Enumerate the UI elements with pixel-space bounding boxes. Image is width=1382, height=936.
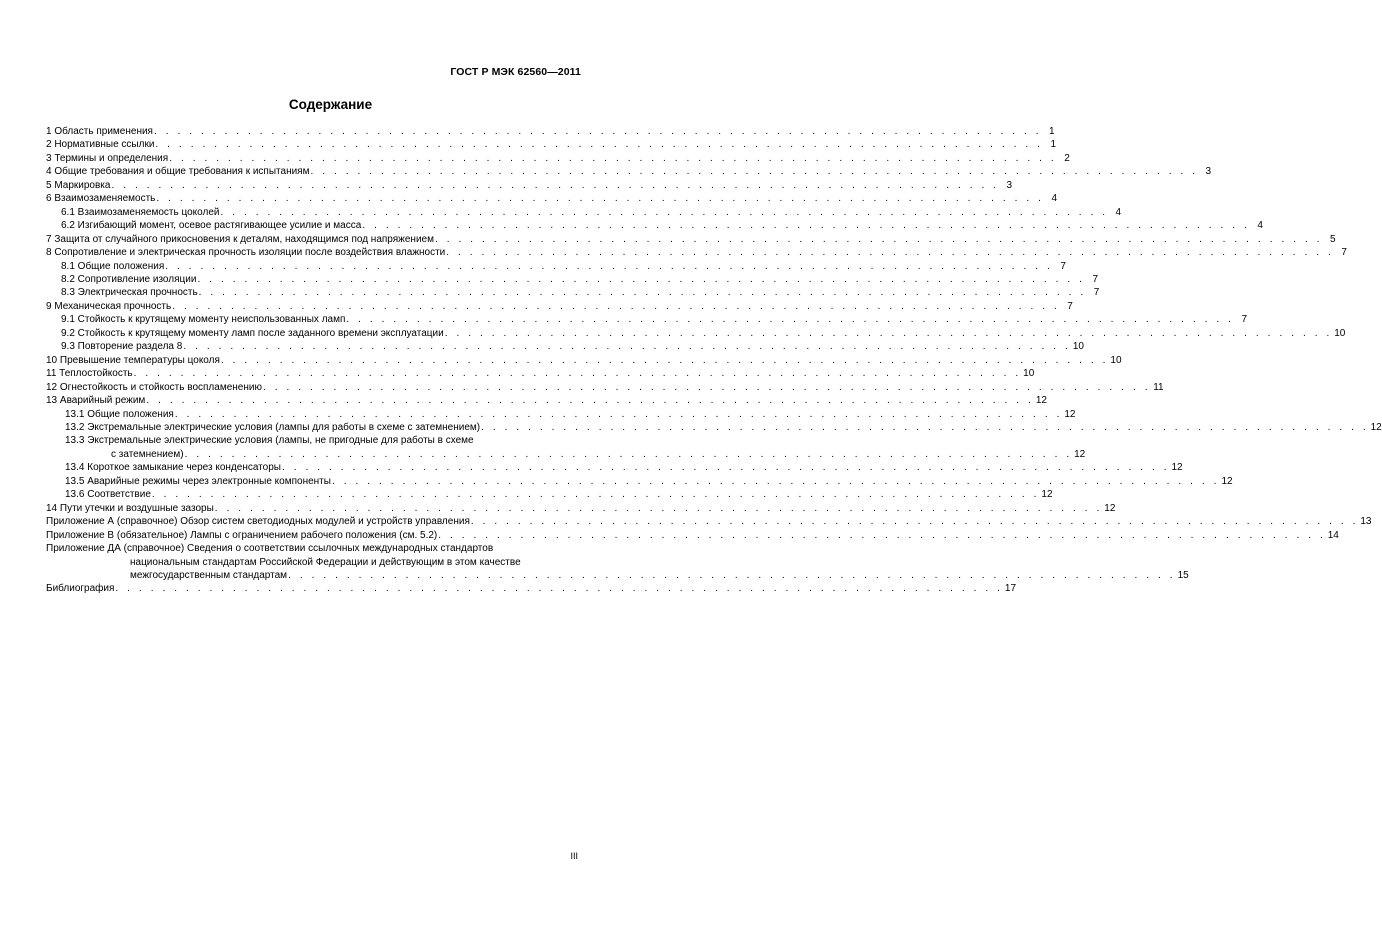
toc-entry[interactable]: 9.1 Стойкость к крутящему моменту неиспользованных ламп . . . . . . . . . . . . . . . . . . . . . . . . . . . . . . . . . . . . . . . . . . . . . . . . . . . . . . . . . . . . . . . . . . . . . . . . . . . . 7 xyxy=(61,314,1248,326)
dot-leader: . . . . . . . . . . . . . . . . . . . . . . . . . . . . . . . . . . . . . . . . . . . . . . . . . . . . . . . . . . . . . . . . . . . . . . . . . . . . xyxy=(470,516,1359,528)
toc-entry[interactable]: 13.5 Аварийные режимы через электронные компоненты . . . . . . . . . . . . . . . . . . . . . . . . . . . . . . . . . . . . . . . . . . . . . . . . . . . . . . . . . . . . . . . . . . . . . . . . . . . . 12 xyxy=(65,475,1233,487)
toc-entry[interactable]: 12 Огнестойкость и стойкость воспламенению . . . . . . . . . . . . . . . . . . . . . . . . . . . . . . . . . . . . . . . . . . . . . . . . . . . . . . . . . . . . . . . . . . . . . . . . . . . . 11 xyxy=(46,381,1164,393)
dot-leader: . . . . . . . . . . . . . . . . . . . . . . . . . . . . . . . . . . . . . . . . . . . . . . . . . . . . . . . . . . . . . . . . . . . . . . . . . . . . xyxy=(362,220,1250,232)
dot-leader: . . . . . . . . . . . . . . . . . . . . . . . . . . . . . . . . . . . . . . . . . . . . . . . . . . . . . . . . . . . . . . . . . . . . . . . . . . . . xyxy=(220,206,1109,218)
dot-leader: . . . . . . . . . . . . . . . . . . . . . . . . . . . . . . . . . . . . . . . . . . . . . . . . . . . . . . . . . . . . . . . . . . . . . . . . . . . . xyxy=(281,462,1170,474)
dot-leader: . . . . . . . . . . . . . . . . . . . . . . . . . . . . . . . . . . . . . . . . . . . . . . . . . . . . . . . . . . . . . . . . . . . . . . . . . . . . xyxy=(446,247,1334,259)
toc-title: Содержание xyxy=(288,97,373,112)
dot-leader: . . . . . . . . . . . . . . . . . . . . . . . . . . . . . . . . . . . . . . . . . . . . . . . . . . . . . . . . . . . . . . . . . . . . . . . . . . . . xyxy=(165,260,1053,272)
dot-leader: . . . . . . . . . . . . . . . . . . . . . . . . . . . . . . . . . . . . . . . . . . . . . . . . . . . . . . . . . . . . . . . . . . . . . . . . . . . . xyxy=(197,273,1086,285)
dot-leader: . . . . . . . . . . . . . . . . . . . . . . . . . . . . . . . . . . . . . . . . . . . . . . . . . . . . . . . . . . . . . . . . . . . . . . . . . . . . xyxy=(115,583,1004,595)
toc-entry-continuation[interactable]: межгосударственным стандартам . . . . . . . . . . . . . . . . . . . . . . . . . . . . . . . . . . . . . . . . . . . . . . . . . . . . . . . . . . . . . . . . . . . . . . . . . . . . 15 xyxy=(130,569,1189,581)
dot-leader: . . . . . . . . . . . . . . . . . . . . . . . . . . . . . . . . . . . . . . . . . . . . . . . . . . . . . . . . . . . . . . . . . . . . . . . . . . . . xyxy=(262,381,1151,393)
dot-leader: . . . . . . . . . . . . . . . . . . . . . . . . . . . . . . . . . . . . . . . . . . . . . . . . . . . . . . . . . . . . . . . . . . . . . . . . . . . . xyxy=(481,421,1369,433)
toc-entry[interactable]: 9.3 Повторение раздела 8 . . . . . . . . . . . . . . . . . . . . . . . . . . . . . . . . . . . . . . . . . . . . . . . . . . . . . . . . . . . . . . . . . . . . . . . . . . . . 10 xyxy=(61,341,1084,353)
dot-leader: . . . . . . . . . . . . . . . . . . . . . . . . . . . . . . . . . . . . . . . . . . . . . . . . . . . . . . . . . . . . . . . . . . . . . . . . . . . . xyxy=(288,569,1176,581)
toc-entry[interactable]: 8.3 Электрическая прочность . . . . . . . . . . . . . . . . . . . . . . . . . . . . . . . . . . . . . . . . . . . . . . . . . . . . . . . . . . . . . . . . . . . . . . . . . . . . 7 xyxy=(61,287,1100,299)
toc-entry[interactable]: 8.1 Общие положения . . . . . . . . . . . . . . . . . . . . . . . . . . . . . . . . . . . . . . . . . . . . . . . . . . . . . . . . . . . . . . . . . . . . . . . . . . . . 7 xyxy=(61,260,1066,272)
dot-leader: . . . . . . . . . . . . . . . . . . . . . . . . . . . . . . . . . . . . . . . . . . . . . . . . . . . . . . . . . . . . . . . . . . . . . . . . . . . . xyxy=(153,126,1042,137)
toc-entry[interactable]: Библиография . . . . . . . . . . . . . . . . . . . . . . . . . . . . . . . . . . . . . . . . . . . . . . . . . . . . . . . . . . . . . . . . . . . . . . . . . . . . 17 xyxy=(46,583,1017,595)
toc-entry-continuation[interactable]: с затемнением) . . . . . . . . . . . . . . . . . . . . . . . . . . . . . . . . . . . . . . . . . . . . . . . . . . . . . . . . . . . . . . . . . . . . . . . . . . . . 12 xyxy=(111,448,1086,460)
toc-entry[interactable]: 11 Теплостойкость . . . . . . . . . . . . . . . . . . . . . . . . . . . . . . . . . . . . . . . . . . . . . . . . . . . . . . . . . . . . . . . . . . . . . . . . . . . . 10 xyxy=(46,368,1035,380)
toc-entry[interactable]: 13.4 Короткое замыкание через конденсаторы . . . . . . . . . . . . . . . . . . . . . . . . . . . . . . . . . . . . . . . . . . . . . . . . . . . . . . . . . . . . . . . . . . . . . . . . . . . . 12 xyxy=(65,462,1183,474)
toc-entry[interactable]: 13 Аварийный режим . . . . . . . . . . . . . . . . . . . . . . . . . . . . . . . . . . . . . . . . . . . . . . . . . . . . . . . . . . . . . . . . . . . . . . . . . . . . 12 xyxy=(46,395,1047,407)
dot-leader: . . . . . . . . . . . . . . . . . . . . . . . . . . . . . . . . . . . . . . . . . . . . . . . . . . . . . . . . . . . . . . . . . . . . . . . . . . . . xyxy=(214,502,1103,514)
toc-entry[interactable]: 3 Термины и определения . . . . . . . . . . . . . . . . . . . . . . . . . . . . . . . . . . . . . . . . . . . . . . . . . . . . . . . . . . . . . . . . . . . . . . . . . . . . 2 xyxy=(46,152,1070,164)
toc-entry[interactable]: 10 Превышение температуры цоколя . . . . . . . . . . . . . . . . . . . . . . . . . . . . . . . . . . . . . . . . . . . . . . . . . . . . . . . . . . . . . . . . . . . . . . . . . . . . 10 xyxy=(46,354,1122,366)
toc-entry[interactable]: 9 Механическая прочность . . . . . . . . . . . . . . . . . . . . . . . . . . . . . . . . . . . . . . . . . . . . . . . . . . . . . . . . . . . . . . . . . . . . . . . . . . . . 7 xyxy=(46,300,1073,312)
toc-entry-continuation: национальным стандартам Российской Федерации и действующим в этом качестве xyxy=(130,556,521,568)
dot-leader: . . . . . . . . . . . . . . . . . . . . . . . . . . . . . . . . . . . . . . . . . . . . . . . . . . . . . . . . . . . . . . . . . . . . . . . . . . . . xyxy=(310,166,1199,178)
toc-entry[interactable]: 7 Защита от случайного прикосновения к деталям, находящимся под напряжением . . . . . . . . . . . . . . . . . . . . . . . . . . . . . . . . . . . . . . . . . . . . . . . . . . . . . . . . . . . . . . . . . . . . . . . . . . . . 5 xyxy=(46,233,1336,245)
dot-leader: . . . . . . . . . . . . . . . . . . . . . . . . . . . . . . . . . . . . . . . . . . . . . . . . . . . . . . . . . . . . . . . . . . . . . . . . . . . . xyxy=(444,327,1333,339)
toc-entry[interactable]: 8 Сопротивление и электрическая прочность изоляции после воздействия влажности . . . . . . . . . . . . . . . . . . . . . . . . . . . . . . . . . . . . . . . . . . . . . . . . . . . . . . . . . . . . . . . . . . . . . . . . . . . . 7 xyxy=(46,247,1347,259)
toc-entry[interactable]: 13.1 Общие положения . . . . . . . . . . . . . . . . . . . . . . . . . . . . . . . . . . . . . . . . . . . . . . . . . . . . . . . . . . . . . . . . . . . . . . . . . . . . 12 xyxy=(65,408,1076,420)
dot-leader: . . . . . . . . . . . . . . . . . . . . . . . . . . . . . . . . . . . . . . . . . . . . . . . . . . . . . . . . . . . . . . . . . . . . . . . . . . . . xyxy=(155,139,1044,151)
toc-entry[interactable]: 13.2 Экстремальные электрические условия (лампы для работы в схеме с затемнением) . . . . . . . . . . . . . . . . . . . . . . . . . . . . . . . . . . . . . . . . . . . . . . . . . . . . . . . . . . . . . . . . . . . . . . . . . . . . 12 xyxy=(65,421,1382,433)
toc-entry[interactable]: 6.2 Изгибающий момент, осевое растягивающее усилие и масса . . . . . . . . . . . . . . . . . . . . . . . . . . . . . . . . . . . . . . . . . . . . . . . . . . . . . . . . . . . . . . . . . . . . . . . . . . . . 4 xyxy=(61,220,1263,232)
toc-entry[interactable]: 5 Маркировка . . . . . . . . . . . . . . . . . . . . . . . . . . . . . . . . . . . . . . . . . . . . . . . . . . . . . . . . . . . . . . . . . . . . . . . . . . . . 3 xyxy=(46,179,1013,191)
dot-leader: . . . . . . . . . . . . . . . . . . . . . . . . . . . . . . . . . . . . . . . . . . . . . . . . . . . . . . . . . . . . . . . . . . . . . . . . . . . . xyxy=(183,341,1071,353)
toc-entry[interactable]: 8.2 Сопротивление изоляции . . . . . . . . . . . . . . . . . . . . . . . . . . . . . . . . . . . . . . . . . . . . . . . . . . . . . . . . . . . . . . . . . . . . . . . . . . . . 7 xyxy=(61,273,1099,285)
toc-entry[interactable]: 2 Нормативные ссылки . . . . . . . . . . . . . . . . . . . . . . . . . . . . . . . . . . . . . . . . . . . . . . . . . . . . . . . . . . . . . . . . . . . . . . . . . . . . 1 xyxy=(46,139,1057,151)
dot-leader: . . . . . . . . . . . . . . . . . . . . . . . . . . . . . . . . . . . . . . . . . . . . . . . . . . . . . . . . . . . . . . . . . . . . . . . . . . . . xyxy=(169,152,1057,164)
toc-entry-multiline[interactable]: 13.3 Экстремальные электрические условия (лампы, не пригодные для работы в схеме xyxy=(65,435,474,447)
dot-leader: . . . . . . . . . . . . . . . . . . . . . . . . . . . . . . . . . . . . . . . . . . . . . . . . . . . . . . . . . . . . . . . . . . . . . . . . . . . . xyxy=(331,475,1220,487)
document-header-code: ГОСТ Р МЭК 62560—2011 xyxy=(450,66,581,78)
toc-entry[interactable]: 6 Взаимозаменяемость . . . . . . . . . . . . . . . . . . . . . . . . . . . . . . . . . . . . . . . . . . . . . . . . . . . . . . . . . . . . . . . . . . . . . . . . . . . . 4 xyxy=(46,193,1057,205)
page-number: III xyxy=(570,851,578,861)
dot-leader: . . . . . . . . . . . . . . . . . . . . . . . . . . . . . . . . . . . . . . . . . . . . . . . . . . . . . . . . . . . . . . . . . . . . . . . . . . . . xyxy=(346,314,1235,326)
table-of-contents xyxy=(46,125,1382,596)
dot-leader: . . . . . . . . . . . . . . . . . . . . . . . . . . . . . . . . . . . . . . . . . . . . . . . . . . . . . . . . . . . . . . . . . . . . . . . . . . . . xyxy=(151,489,1040,501)
toc-entry[interactable]: 4 Общие требования и общие требования к испытаниям . . . . . . . . . . . . . . . . . . . . . . . . . . . . . . . . . . . . . . . . . . . . . . . . . . . . . . . . . . . . . . . . . . . . . . . . . . . . 3 xyxy=(46,166,1212,178)
dot-leader: . . . . . . . . . . . . . . . . . . . . . . . . . . . . . . . . . . . . . . . . . . . . . . . . . . . . . . . . . . . . . . . . . . . . . . . . . . . . xyxy=(133,368,1022,380)
dot-leader: . . . . . . . . . . . . . . . . . . . . . . . . . . . . . . . . . . . . . . . . . . . . . . . . . . . . . . . . . . . . . . . . . . . . . . . . . . . . xyxy=(174,408,1063,420)
dot-leader: . . . . . . . . . . . . . . . . . . . . . . . . . . . . . . . . . . . . . . . . . . . . . . . . . . . . . . . . . . . . . . . . . . . . . . . . . . . . xyxy=(156,193,1044,205)
dot-leader: . . . . . . . . . . . . . . . . . . . . . . . . . . . . . . . . . . . . . . . . . . . . . . . . . . . . . . . . . . . . . . . . . . . . . . . . . . . . xyxy=(434,233,1323,245)
toc-entry[interactable]: 6.1 Взаимозаменяемость цоколей . . . . . . . . . . . . . . . . . . . . . . . . . . . . . . . . . . . . . . . . . . . . . . . . . . . . . . . . . . . . . . . . . . . . . . . . . . . . 4 xyxy=(61,206,1122,218)
toc-entry[interactable]: Приложение В (обязательное) Лампы с ограничением рабочего положения (см. 5.2) . . . . . . . . . . . . . . . . . . . . . . . . . . . . . . . . . . . . . . . . . . . . . . . . . . . . . . . . . . . . . . . . . . . . . . . . . . . . 14 xyxy=(46,529,1339,541)
toc-entry-multiline[interactable]: Приложение ДА (справочное) Сведения о соответствии ссылочных международных стандартов xyxy=(46,543,494,555)
dot-leader: . . . . . . . . . . . . . . . . . . . . . . . . . . . . . . . . . . . . . . . . . . . . . . . . . . . . . . . . . . . . . . . . . . . . . . . . . . . . xyxy=(111,179,1000,191)
dot-leader: . . . . . . . . . . . . . . . . . . . . . . . . . . . . . . . . . . . . . . . . . . . . . . . . . . . . . . . . . . . . . . . . . . . . . . . . . . . . xyxy=(172,300,1060,312)
dot-leader: . . . . . . . . . . . . . . . . . . . . . . . . . . . . . . . . . . . . . . . . . . . . . . . . . . . . . . . . . . . . . . . . . . . . . . . . . . . . xyxy=(220,354,1109,366)
toc-entry[interactable]: 9.2 Стойкость к крутящему моменту ламп после заданного времени эксплуатации . . . . . . . . . . . . . . . . . . . . . . . . . . . . . . . . . . . . . . . . . . . . . . . . . . . . . . . . . . . . . . . . . . . . . . . . . . . . 10 xyxy=(61,327,1346,339)
dot-leader: . . . . . . . . . . . . . . . . . . . . . . . . . . . . . . . . . . . . . . . . . . . . . . . . . . . . . . . . . . . . . . . . . . . . . . . . . . . . xyxy=(438,529,1326,541)
dot-leader: . . . . . . . . . . . . . . . . . . . . . . . . . . . . . . . . . . . . . . . . . . . . . . . . . . . . . . . . . . . . . . . . . . . . . . . . . . . . xyxy=(184,448,1073,460)
toc-entry[interactable]: 14 Пути утечки и воздушные зазоры . . . . . . . . . . . . . . . . . . . . . . . . . . . . . . . . . . . . . . . . . . . . . . . . . . . . . . . . . . . . . . . . . . . . . . . . . . . . 12 xyxy=(46,502,1116,514)
toc-entry[interactable]: 1 Область применения . . . . . . . . . . . . . . . . . . . . . . . . . . . . . . . . . . . . . . . . . . . . . . . . . . . . . . . . . . . . . . . . . . . . . . . . . . . . 1 xyxy=(46,126,1055,137)
toc-entry[interactable]: Приложение А (справочное) Обзор систем светодиодных модулей и устройств управления . . . . . . . . . . . . . . . . . . . . . . . . . . . . . . . . . . . . . . . . . . . . . . . . . . . . . . . . . . . . . . . . . . . . . . . . . . . . 13 xyxy=(46,516,1372,528)
toc-entry[interactable]: 13.6 Соответствие . . . . . . . . . . . . . . . . . . . . . . . . . . . . . . . . . . . . . . . . . . . . . . . . . . . . . . . . . . . . . . . . . . . . . . . . . . . . 12 xyxy=(65,489,1053,501)
dot-leader: . . . . . . . . . . . . . . . . . . . . . . . . . . . . . . . . . . . . . . . . . . . . . . . . . . . . . . . . . . . . . . . . . . . . . . . . . . . . xyxy=(198,287,1087,299)
dot-leader: . . . . . . . . . . . . . . . . . . . . . . . . . . . . . . . . . . . . . . . . . . . . . . . . . . . . . . . . . . . . . . . . . . . . . . . . . . . . xyxy=(146,395,1034,407)
